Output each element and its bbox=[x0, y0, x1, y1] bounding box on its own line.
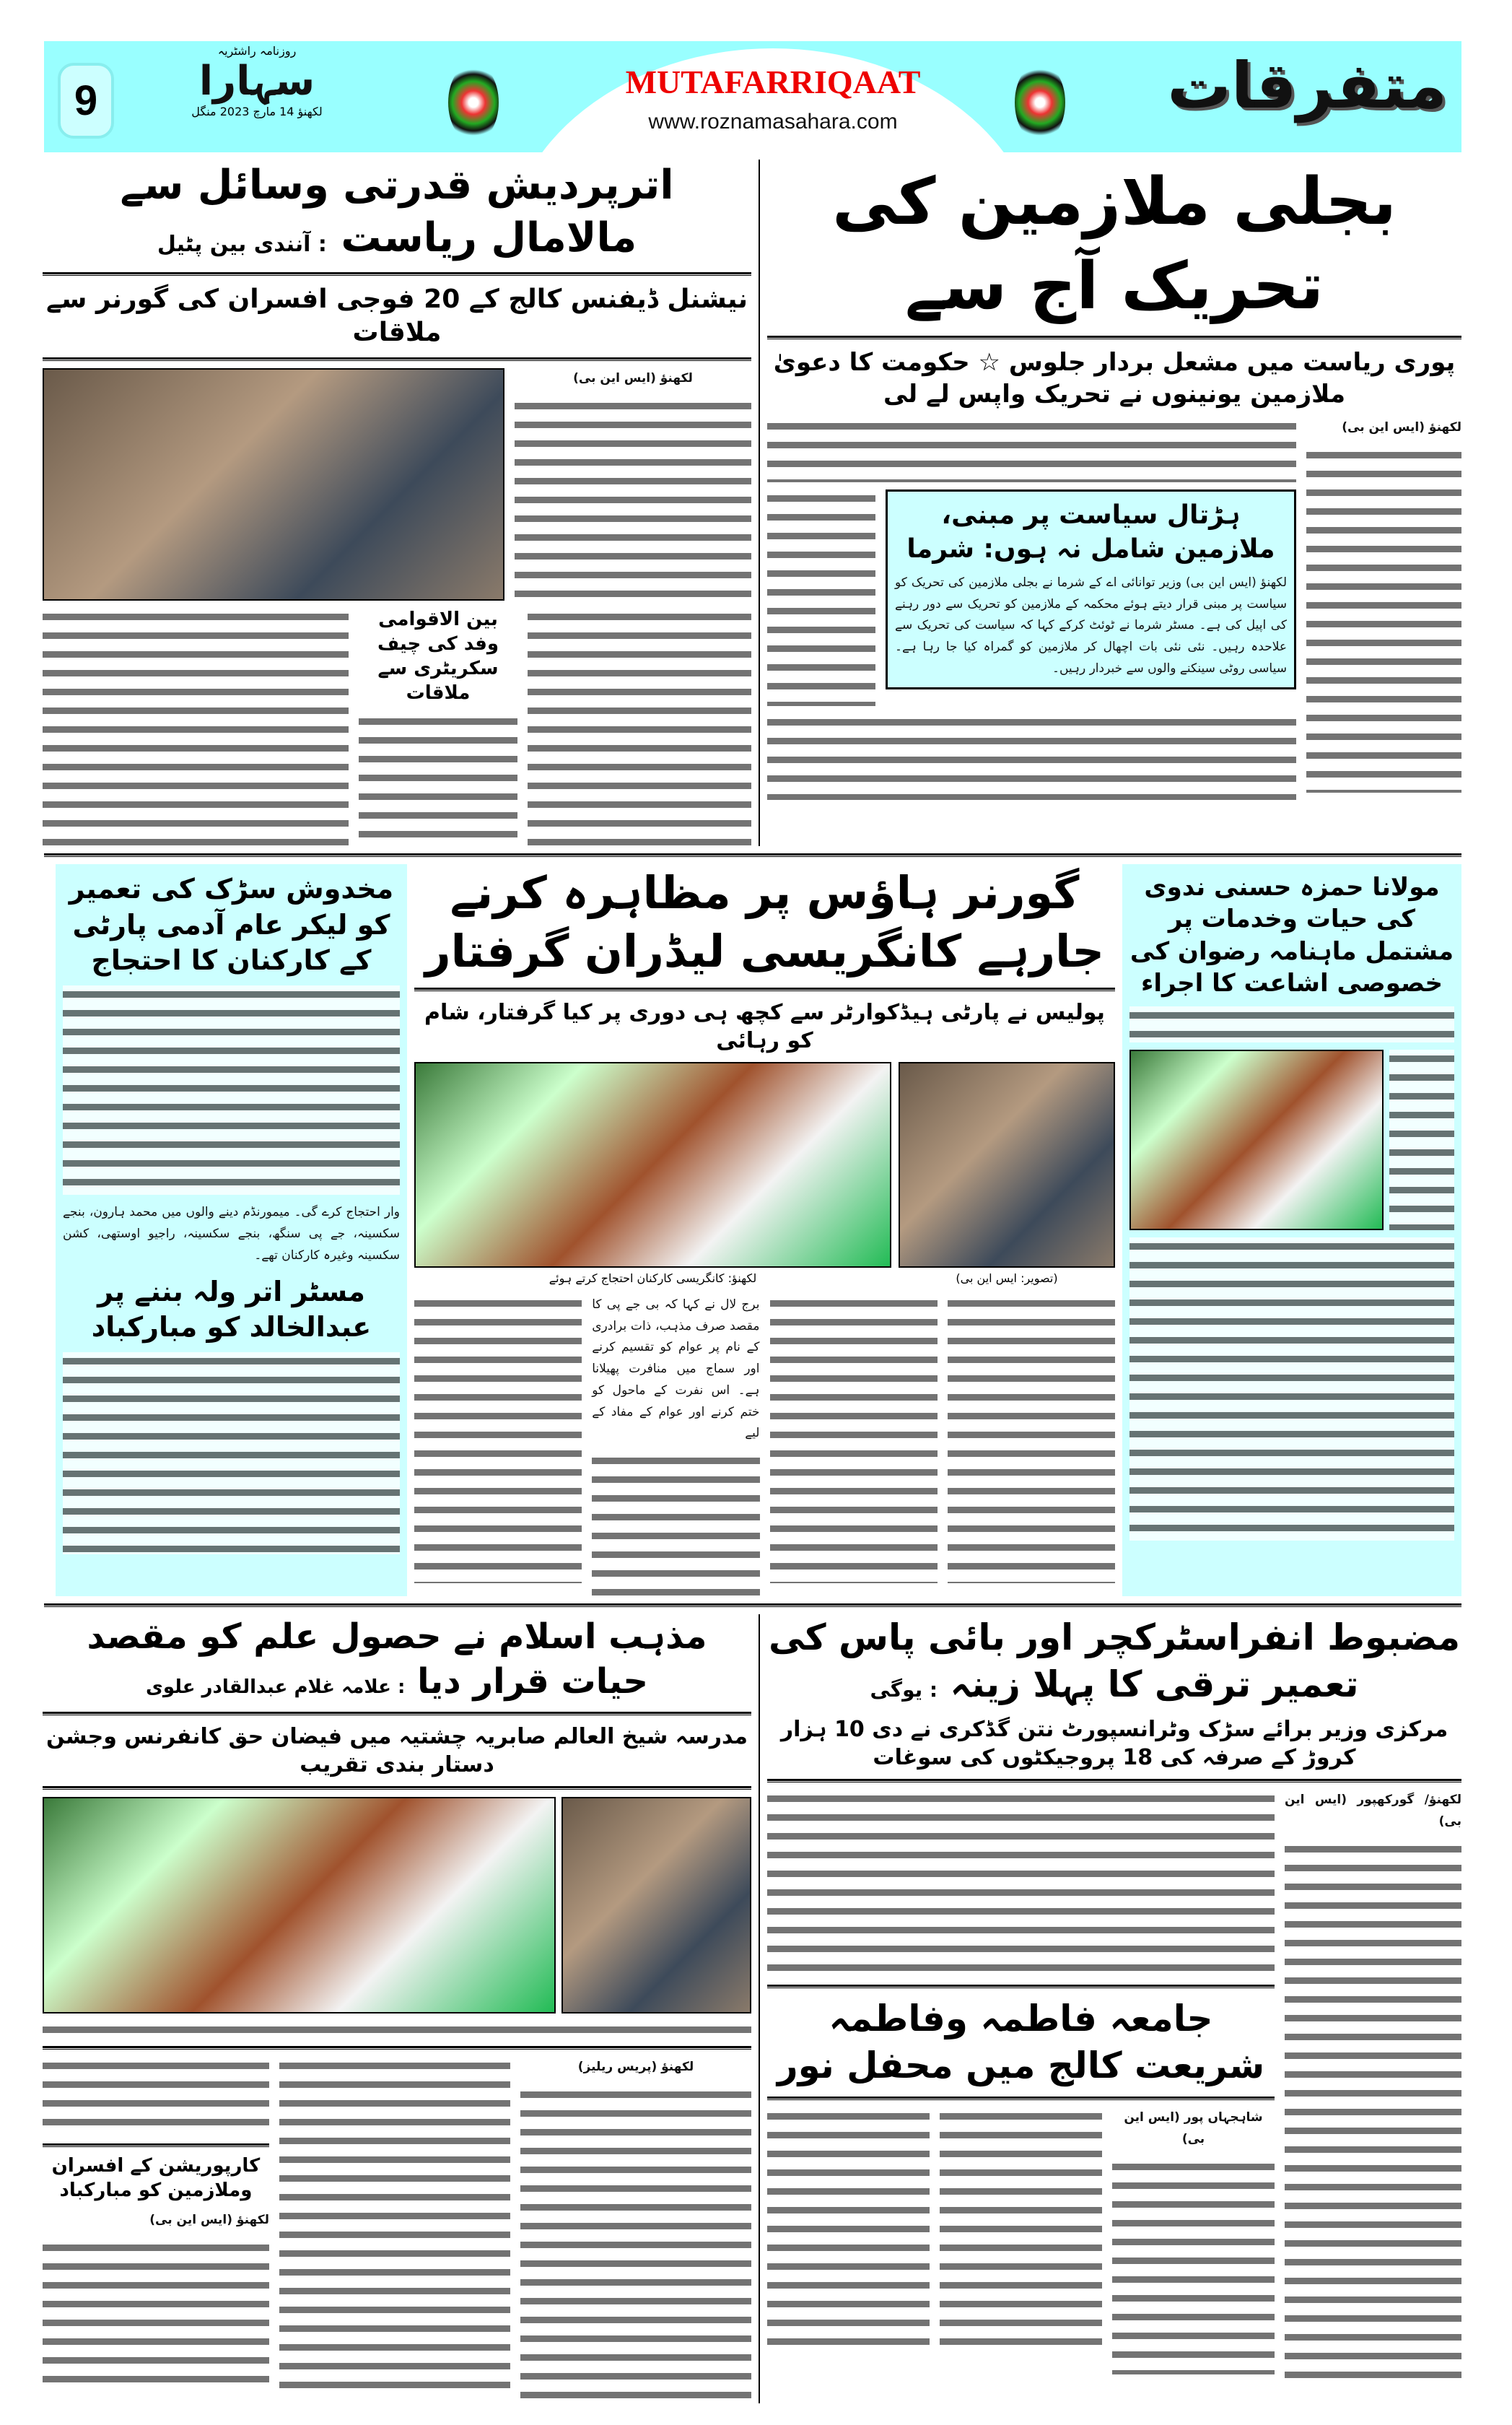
aap-body: وار احتجاج کرے گی۔ میمورنڈم دینے والوں میں محمد ہارون، بنجے سکسینہ، جے پی سنگھ، بنجے سکسینہ، راجیو اوستھی، کشن سکسینہ وغیرہ کارکنان تھے۔ bbox=[63, 1205, 400, 1263]
congress-headline: گورنر ہاؤس پر مظاہرہ کرنے جارہے کانگریسی لیڈران گرفتار bbox=[424, 866, 1105, 978]
photo-row bbox=[414, 1062, 1115, 1286]
congress-subhead: پولیس نے پارٹی ہیڈکوارٹر سے کچھ ہی دوری پر کیا گرفتار، شام کو رہائی bbox=[424, 1000, 1105, 1054]
officers-group-photo bbox=[43, 368, 504, 601]
strike-body: لکھنؤ (ایس این بی) وزیر توانائی اے کے شرما نے بجلی ملازمین کی تحریک کو سیاست پر مبنی قرار دیتے ہوئے محکمہ کے ملازمین کو تحریک سے دور رہنے کی اپیل کی ہے۔ مسٹر شرما نے ٹوئٹ کرکے کہا کہ سیاست کی تحریک سے علاحدہ رہیں۔ نئی نئی بات اچھال کر ملازمین کو گمراہ کیا جا رہا ہے۔ سیاسی روٹی سینکنے والوں سے خبردار رہیں۔ bbox=[895, 575, 1287, 676]
islam-subhead: مدرسہ شیخ العالم صابریہ چشتیہ میں فیضان حق کانفرنس وجشن دستار بندی تقریب bbox=[46, 1723, 748, 1777]
lead-body bbox=[767, 417, 1461, 800]
governor-article bbox=[43, 160, 751, 846]
islam-article bbox=[43, 1614, 751, 2403]
corporation-column bbox=[43, 2057, 269, 2383]
delegation-article bbox=[359, 608, 517, 843]
text-lines bbox=[520, 2086, 751, 2403]
middle-section bbox=[44, 864, 1461, 1596]
headline-byline: : آنندی بین پٹیل bbox=[157, 231, 327, 257]
speaker-photo bbox=[561, 1797, 751, 2013]
text-area bbox=[767, 417, 1296, 800]
congrats-headline: مسٹر اتر ولہ بننے پر عبدالخالد کو مبارکباد bbox=[91, 1275, 372, 1343]
text-column bbox=[770, 1294, 938, 1583]
column-divider bbox=[759, 1614, 760, 2403]
yogi-headline bbox=[767, 1614, 1461, 1708]
corporation-headline: کارپوریشن کے افسران وملازمین کو مبارکباد bbox=[51, 2154, 261, 2201]
divider bbox=[43, 357, 751, 361]
text-lines bbox=[592, 1452, 759, 1596]
sunburst-emblem-icon bbox=[448, 63, 499, 142]
strike-box bbox=[886, 489, 1296, 689]
divider bbox=[767, 336, 1461, 339]
aap-protest-article bbox=[56, 864, 407, 1596]
photo-caption bbox=[43, 2021, 751, 2039]
text-column bbox=[515, 368, 751, 599]
text-column bbox=[1112, 2107, 1275, 2374]
page-number: 9 bbox=[58, 63, 114, 139]
text-lines bbox=[767, 713, 1296, 800]
article-body bbox=[43, 2057, 751, 2403]
text-lines bbox=[63, 985, 400, 1195]
logo-text: سہارا bbox=[198, 58, 315, 105]
text-column bbox=[1285, 1790, 1461, 2389]
text-lines bbox=[767, 489, 875, 706]
yogi-article bbox=[767, 1614, 1461, 2403]
aap-headline: مخدوش سڑک کی تعمیر کو لیکر عام آدمی پارٹی کے کارکنان کا احتجاج bbox=[69, 873, 394, 976]
congress-leaders-photo bbox=[899, 1062, 1115, 1268]
text-row bbox=[43, 608, 751, 846]
logo-subtitle: روزنامہ راشٹریہ bbox=[217, 44, 297, 58]
text-column bbox=[43, 608, 349, 846]
photo-row bbox=[43, 1797, 751, 2013]
text-column bbox=[592, 1294, 759, 1596]
police-detention-photo bbox=[414, 1062, 891, 1268]
article-body bbox=[414, 1294, 1115, 1596]
headline-byline: : یوگی bbox=[870, 1678, 938, 1702]
text-column bbox=[948, 1294, 1115, 1583]
headline-text: مذہب اسلام نے حصول علم کو مقصد حیات قرار دیا bbox=[87, 1616, 707, 1702]
photo-row bbox=[1129, 1050, 1454, 1230]
divider bbox=[43, 1786, 751, 1790]
headline-text: اترپردیش قدرتی وسائل سے مالامال ریاست bbox=[120, 162, 674, 261]
yogi-subhead: مرکزی وزیر برائے سڑک وٹرانسپورٹ نتن گڈکری نے دی 10 ہزار کروڑ کے صرفہ کی 18 پروجیکٹوں کی سوغات bbox=[780, 1717, 1448, 1771]
magazine-release-photo bbox=[1129, 1050, 1384, 1230]
headline-text: مضبوط انفراسٹرکچر اور بائی پاس کی تعمیر ترقی کا پہلا زینہ bbox=[768, 1616, 1461, 1706]
dastarbandi-ceremony-photo bbox=[43, 1797, 556, 2013]
article-body bbox=[767, 1790, 1461, 2389]
divider bbox=[43, 2143, 269, 2147]
photo-credit: (تصویر: ایس این بی) bbox=[956, 1271, 1058, 1286]
text-column bbox=[528, 608, 751, 846]
column-divider bbox=[759, 160, 760, 846]
congress-article bbox=[414, 864, 1115, 1596]
lead-article bbox=[767, 160, 1461, 846]
lead-headline: بجلی ملازمین کی تحریک آج سے bbox=[832, 164, 1397, 324]
newspaper-logo bbox=[138, 44, 376, 118]
left-subhead: نیشنل ڈیفنس کالج کے 20 فوجی افسران کی گورنر سے ملاقات bbox=[45, 284, 748, 348]
jamia-area bbox=[767, 1790, 1275, 2374]
text-lines bbox=[1285, 1840, 1461, 2389]
dateline: لکھنؤ (ایس این بی) bbox=[149, 2213, 269, 2228]
page-header bbox=[44, 41, 1461, 152]
congress-body: برج لال نے کہا کہ بی جے پی کا مقصد صرف مذہب، ذات برادری کے نام پر عوام کو تقسیم کرنے اور سماج میں منافرت پھیلانا ہے۔ اس نفرت کے ماحول کو ختم کرنے اور عوام کے مفاد کے لیے bbox=[592, 1297, 760, 1441]
photo-block bbox=[899, 1062, 1115, 1286]
divider bbox=[44, 853, 1461, 857]
divider bbox=[414, 988, 1115, 991]
dateline: لکھنؤ (ایس این بی) bbox=[573, 371, 693, 386]
islam-headline bbox=[43, 1614, 751, 1705]
jamia-headline: جامعہ فاطمہ وفاطمہ شریعت کالج میں محفل نور bbox=[777, 1998, 1265, 2087]
photo-caption: لکھنؤ: کانگریسی کارکنان احتجاج کرتے ہوئے bbox=[549, 1271, 757, 1286]
text-lines bbox=[359, 713, 517, 843]
lead-subhead: پوری ریاست میں مشعل بردار جلوس ☆ حکومت کا دعویٰ ملازمین یونینوں نے تحریک واپس لے لی bbox=[773, 348, 1456, 409]
text-lines bbox=[43, 2057, 269, 2136]
text-column bbox=[1306, 417, 1461, 793]
photo-block bbox=[414, 1062, 891, 1286]
text-column bbox=[940, 2107, 1102, 2346]
divider bbox=[44, 1603, 1461, 1607]
text-lines bbox=[767, 417, 1296, 482]
issue-date: لکھنؤ 14 مارچ 2023 منگل bbox=[191, 105, 323, 119]
box-row bbox=[767, 489, 1296, 706]
text-column bbox=[414, 1294, 582, 1583]
dateline: لکھنؤ (ایس این بی) bbox=[1342, 420, 1461, 435]
divider bbox=[43, 2046, 751, 2050]
text-lines bbox=[43, 2239, 269, 2383]
divider bbox=[43, 272, 751, 276]
text-lines bbox=[1306, 446, 1461, 793]
text-lines bbox=[515, 397, 751, 599]
dateline: لکھنؤ/ گورکھپور (ایس این بی) bbox=[1285, 1793, 1461, 1829]
strike-headline: ہڑتال سیاست پر مبنی، ملازمین شامل نہ ہوں: شرما bbox=[906, 500, 1275, 565]
jamia-body bbox=[767, 2107, 1275, 2374]
divider bbox=[767, 1779, 1461, 1782]
rizwan-headline: مولانا حمزہ حسنی ندوی کی حیات وخدمات پر مشتمل ماہنامہ رضوان کی خصوصی اشاعت کا اجراء bbox=[1129, 873, 1454, 998]
text-lines bbox=[767, 1790, 1275, 1977]
text-column bbox=[279, 2057, 510, 2396]
text-lines bbox=[63, 1352, 400, 1554]
divider bbox=[767, 1985, 1275, 1988]
photo-row bbox=[43, 368, 751, 601]
text-lines bbox=[1129, 1237, 1454, 1541]
text-lines bbox=[1112, 2158, 1275, 2374]
divider bbox=[43, 1712, 751, 1715]
divider bbox=[767, 2097, 1275, 2100]
dateline: لکھنؤ (پریس ریلیز) bbox=[577, 2059, 694, 2074]
dateline: شاہجہاں پور (ایس این بی) bbox=[1124, 2110, 1263, 2146]
text-column bbox=[767, 2107, 930, 2346]
left-headline bbox=[43, 160, 751, 265]
text-lines bbox=[1129, 1006, 1454, 1042]
top-section bbox=[44, 160, 1461, 846]
bottom-section bbox=[44, 1614, 1461, 2403]
text-lines bbox=[1389, 1050, 1454, 1230]
headline-byline: : علامہ غلام عبدالقادر علوی bbox=[146, 1676, 406, 1699]
website-url: www.roznamasahara.com bbox=[648, 110, 898, 134]
text-column bbox=[520, 2057, 751, 2403]
delegation-headline: بین الاقوامی وفد کی چیف سکریٹری سے ملاقات bbox=[377, 609, 499, 704]
section-masthead: MUTAFARRIQAAT bbox=[625, 64, 921, 100]
rizwan-article bbox=[1122, 864, 1461, 1596]
section-title: متفرقات bbox=[1167, 48, 1447, 123]
sunburst-emblem-icon bbox=[1015, 63, 1065, 142]
